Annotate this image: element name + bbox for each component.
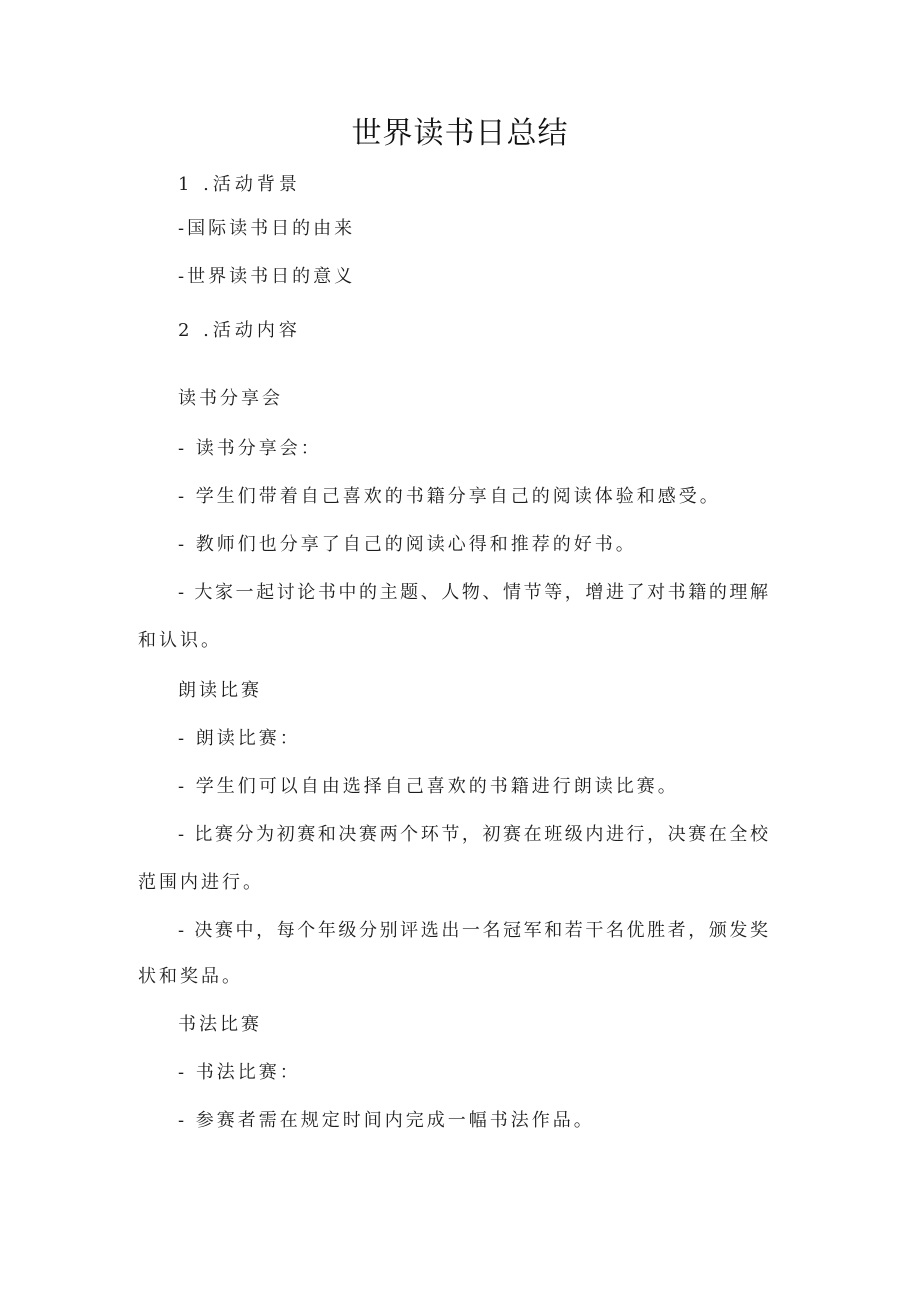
subsection-heading-reading-share: 读书分享会 bbox=[178, 388, 283, 409]
document-title: 世界读书日总结 bbox=[351, 116, 569, 151]
list-item-wrapped-first-line: - 决赛中，每个年级分别评选出一名冠军和若干名优胜者，颁发奖 bbox=[178, 920, 770, 941]
list-item: - 学生们可以自由选择自己喜欢的书籍进行朗读比赛。 bbox=[178, 776, 679, 797]
list-item: - 学生们带着自己喜欢的书籍分享自己的阅读体验和感受。 bbox=[178, 486, 721, 507]
list-item: - 教师们也分享了自己的阅读心得和推荐的好书。 bbox=[178, 534, 637, 555]
list-item: - 参赛者需在规定时间内完成一幅书法作品。 bbox=[178, 1110, 595, 1131]
section-heading-content: 2 .活动内容 bbox=[178, 320, 301, 341]
list-item-wrapped-first-line: - 大家一起讨论书中的主题、人物、情节等，增进了对书籍的理解 bbox=[178, 582, 770, 603]
section-heading-background: 1 .活动背景 bbox=[178, 174, 301, 195]
subsection-heading-recitation: 朗读比赛 bbox=[178, 680, 262, 701]
list-item: -国际读书日的由来 bbox=[178, 218, 356, 239]
list-item: - 朗读比赛： bbox=[178, 728, 301, 749]
list-item-wrapped-second-line: 和认识。 bbox=[138, 630, 222, 651]
list-item: - 读书分享会： bbox=[178, 438, 322, 459]
list-item-wrapped-second-line: 状和奖品。 bbox=[138, 966, 243, 987]
subsection-heading-calligraphy: 书法比赛 bbox=[178, 1014, 262, 1035]
list-item: - 书法比赛： bbox=[178, 1062, 301, 1083]
list-item-wrapped-second-line: 范围内进行。 bbox=[138, 872, 264, 893]
list-item: -世界读书日的意义 bbox=[178, 266, 356, 287]
list-item-wrapped-first-line: - 比赛分为初赛和决赛两个环节，初赛在班级内进行，决赛在全校 bbox=[178, 824, 770, 845]
